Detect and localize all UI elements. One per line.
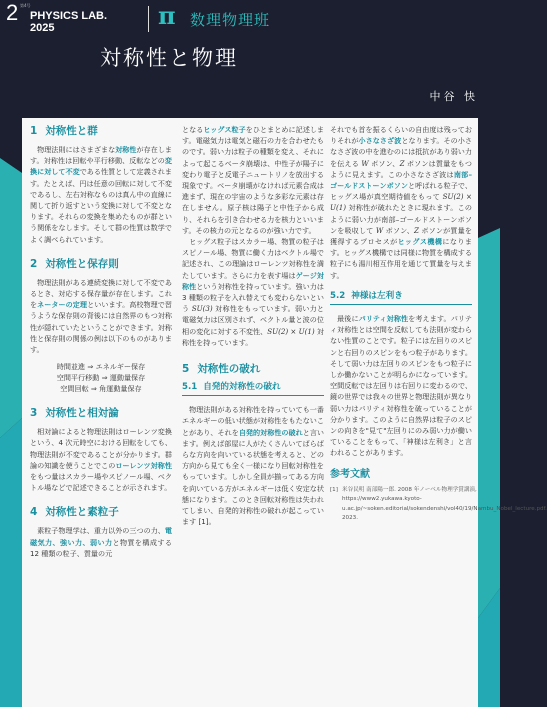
subsection-heading: 5.1 自発的対称性の破れ [182, 382, 324, 396]
author-name: 中谷 快 [429, 90, 478, 103]
volume-label: 第4号 [20, 3, 31, 8]
paragraph: 物理法則がある対称性を持っていても一番エネルギーの低い状態が対称性をもたないことがあり、それを自発的対称性の破れと言います。例えば部屋に人がたくさんいてばらばらな方向を向いている状態を考えると、どの方向から見ても全く一様になり回転対称性をもっています。しかし全員が揃ってある方向を向いている方がエネルギーは低く安定な状態になります。このとき回転対称性は失われてしまい、自発的対称性の破れが起こっています [1]。 [182, 405, 325, 527]
subsection-heading: 5.2 神様は左利き [330, 291, 472, 305]
paragraph: ヒッグス粒子はスカラー場、物質の粒子はスピノール場、物質に働く力はベクトル場で記述され、この理論はローレンツ対称性を満たしています。さらに力を表す場はゲージ対称性という対称性を持っています。強い力は 3 種類の粒子を入れ替えても変わらないという SU(3) 対称性をもっています。弱い力と電磁気力は区別されず、ベクトル量と波の位相の変化に対する不変性、SU(2) × U(1) 対称性を持っています。 [182, 237, 325, 347]
references-heading: 参考文献 [330, 468, 370, 480]
reference-item: [1] 米谷民明 南部陽一郎. 2008 年ノーベル物理学賞講演, https://www2.yukawa.kyoto-u.ac.jp/~soken.editorial/sokendenshi/vol40/19/Nambu_Nobel_lecture.pdf. 2023. [330, 486, 547, 522]
brand-logo [30, 10, 107, 34]
brand-line-1: PHYSICS LAB. [30, 10, 108, 22]
section-heading: 3 対称性と相対論 [30, 407, 119, 420]
conservation-relations [30, 361, 172, 394]
article-title: 対称性と物理 [100, 46, 238, 70]
page-number: 2 [6, 0, 19, 25]
paragraph: 物理法則にはさまざまな対称性が存在します。対称性は回転や平行移動、反転などの変換に対して不変である性質として定義されます。たとえば、円は任意の回転に対して不変であるし、左右対称なものは真ん中の直線に関して折り返すという変換に対して不変となります。それらの変換を集めたものが群という関係をなします。そして群の性質は数学でよく調べられています。 [30, 145, 173, 244]
paragraph: 相対論によると物理法則はローレンツ変換という、4 次元時空における回転をしても、物理法則が不変であることが分かります。群論の知識を使うことでこのローレンツ対称性をもつ量はスカラー場やスピノール場、ベクトル場などで記述できることが示されます。 [30, 427, 172, 493]
paragraph: となるヒッグス粒子をひとまとめに記述します。電磁気力は電気と磁石の力を合わせたものです。弱い力は粒子の種類を変え、それによって起こるベータ崩壊は、中性子が陽子に変わり電子と反電子ニュートリノを放出する現象です。ベータ崩壊がなければ元素合成は進まず、現在の宇宙のような多彩な元素は存在しません。原子核は陽子と中性子から成り、それらを引き合わせる力を核力といいます。その核力の元となるのが強い力です。 [182, 125, 325, 235]
relation-line: 時間並進 ⇒ エネルギー保存 [56, 362, 146, 372]
relation-line: 空間平行移動 ⇒ 運動量保存 [56, 373, 146, 383]
page-header [0, 0, 500, 118]
relation-line: 空間回転 ⇒ 角運動量保存 [60, 384, 142, 394]
paragraph: 素粒子物理学は、重力以外の三つの力、電磁気力、強い力、弱い力と物質を構成する 12 種類の粒子、質量の元 [30, 526, 173, 558]
pi-icon: π [158, 1, 176, 30]
column-1 [30, 124, 172, 559]
section-heading: 2 対称性と保存則 [30, 257, 119, 270]
brand-line-2: 2025 [30, 22, 55, 34]
article-body [22, 118, 547, 707]
section-heading: 4 対称性と素粒子 [30, 506, 119, 519]
paragraph: それでも首を振るくらいの自由度は残っておりそれが小さなさざ波となります。その小さなさざ波の中を進むのには抵抗があり弱い力を伝える W ボソン、Z ボソンは質量をもつように見えます。この小さなさざ波は南部–ゴールドストーンボソンと呼ばれる粒子で、ヒッグス場が真空期待値をもって SU(2) × U(1) 対称性が破れたときに現れます。このように弱い力が南部–ゴールドストーンボソンを吸収して W ボソン、Z ボソンが質量を獲得するプロセスがヒッグス機構になります。ヒッグス機構では同様に物質を構成する粒子にも湯川相互作用を通じて質量を与えます。 [330, 125, 473, 280]
column-3 [330, 124, 547, 524]
column-2 [182, 124, 324, 528]
section-heading: 1 対称性と群 [30, 125, 98, 137]
paragraph: 最後にパリティ対称性を考えます。パリティ対称性とは空間を反転しても法則が変わらない性質のことです。粒子には左回りのスピンと右回りのスピンをもつ粒子があります。そして弱い力は左回りのスピンをもつ粒子にしか働かないことが明らかになっています。空間反転では左回りは右回りに変わるので、鏡の世界では我々の世界と物理法則が異なり弱い力はパリティ対称性を破っていることが分かります。このように自然界は粒子のスピンの向きを"見て"左回りにのみ弱い力が働いていることをもって、「神様は左利き」と言われることがあります。 [330, 314, 473, 458]
club-name: 数理物理班 [190, 11, 271, 29]
section-heading: 5 対称性の破れ [182, 363, 261, 376]
header-divider [148, 6, 149, 32]
paragraph: 物理法則がある連続変換に対して不変であるとき、対応する保存量が存在します。これをネーターの定理といいます。高校物理で習うような保存則の背後には自然界のもつ対称性が隠れていたということができます。対称性と保存則の関係の例は以下のものがあります。 [30, 277, 173, 355]
